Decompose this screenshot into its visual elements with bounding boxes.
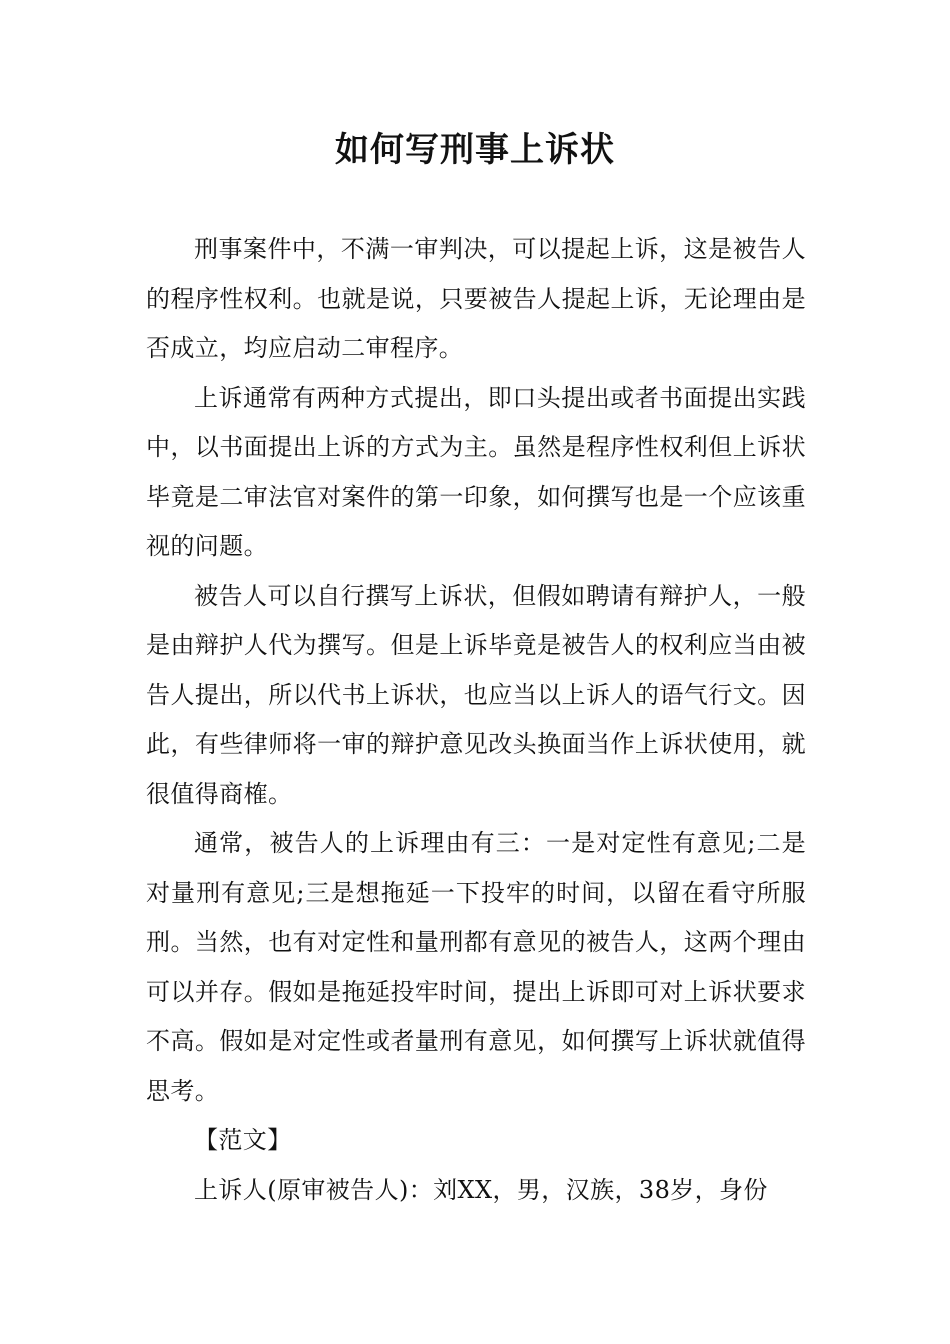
paragraph-6: 上诉人(原审被告人)：刘XX，男，汉族，38岁，身份 <box>194 1175 768 1204</box>
paragraph-4: 通常，被告人的上诉理由有三：一是对定性有意见;二是对量刑有意见;三是想拖延一下投牢的时间，以留在看守所服刑。当然，也有对定性和量刑都有意见的被告人，这两个理由可以并存。假如是拖延投牢时间，提出上诉即可对上诉状要求不高。假如是对定性或者量刑有意见，如何撰写上诉状就值得思考。 <box>146 829 806 1105</box>
paragraph-2: 上诉通常有两种方式提出，即口头提出或者书面提出实践中，以书面提出上诉的方式为主。虽然是程序性权利但上诉状毕竟是二审法官对案件的第一印象，如何撰写也是一个应该重视的问题。 <box>146 383 806 560</box>
document-title: 如何写刑事上诉状 <box>335 130 615 170</box>
document-body <box>146 225 806 1215</box>
paragraph-1: 刑事案件中，不满一审判决，可以提起上诉，这是被告人的程序性权利。也就是说，只要被告人提起上诉，无论理由是否成立，均应启动二审程序。 <box>146 235 806 362</box>
sample-heading: 【范文】 <box>194 1126 292 1154</box>
paragraph-3: 被告人可以自行撰写上诉状，但假如聘请有辩护人，一般是由辩护人代为撰写。但是上诉毕竟是被告人的权利应当由被告人提出，所以代书上诉状，也应当以上诉人的语气行文。因此，有些律师将一审的辩护意见改头换面当作上诉状使用，就很值得商榷。 <box>146 581 806 808</box>
